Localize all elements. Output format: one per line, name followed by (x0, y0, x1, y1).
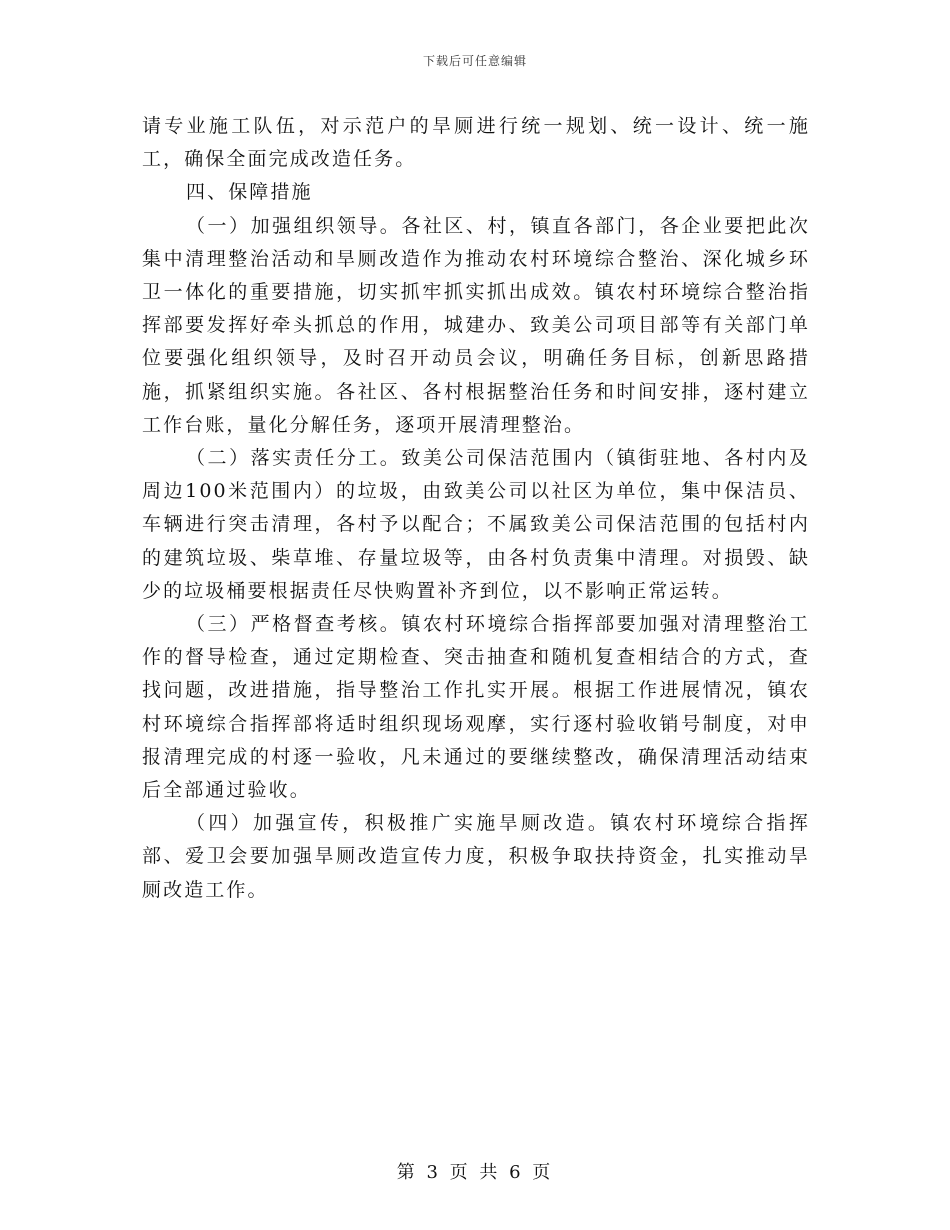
document-body (142, 110, 810, 907)
paragraph-publicity: （四）加强宣传，积极推广实施旱厕改造。镇农村环境综合指挥部、爱卫会要加强旱厕改造宣传力度，积极争取扶持资金，扎实推动旱厕改造工作。 (142, 812, 810, 901)
paragraph-inspection-assessment: （三）严格督查考核。镇农村环境综合指挥部要加强对清理整治工作的督导检查，通过定期检查、突击抽查和随机复查相结合的方式，查找问题，改进措施，指导整治工作扎实开展。根据工作进展情况，镇农村环境综合指挥部将适时组织现场观摩，实行逐村验收销号制度，对申报清理完成的村逐一验收，凡未通过的要继续整改，确保清理活动结束后全部通过验收。 (142, 613, 810, 802)
paragraph-organization-leadership: （一）加强组织领导。各社区、村，镇直各部门，各企业要把此次集中清理整治活动和旱厕改造作为推动农村环境综合整治、深化城乡环卫一体化的重要措施，切实抓牢抓实抓出成效。镇农村环境综合整治指挥部要发挥好牵头抓总的作用，城建办、致美公司项目部等有关部门单位要强化组织领导，及时召开动员会议，明确任务目标，创新思路措施，抓紧组织实施。各社区、各村根据整治任务和时间安排，逐村建立工作台账，量化分解任务，逐项开展清理整治。 (142, 214, 810, 436)
page-footer: 第 3 页 共 6 页 (396, 1162, 554, 1183)
page-header: 下载后可任意编辑 (422, 54, 527, 68)
paragraph-continuation: 请专业施工队伍，对示范户的旱厕进行统一规划、统一设计、统一施工，确保全面完成改造任务。 (142, 115, 810, 171)
paragraph-responsibility-division: （二）落实责任分工。致美公司保洁范围内（镇街驻地、各村内及周边100米范围内）的垃圾，由致美公司以社区为单位，集中保洁员、车辆进行突击清理，各村予以配合；不属致美公司保洁范围的包括村内的建筑垃圾、柴草堆、存量垃圾等，由各村负责集中清理。对损毁、缺少的垃圾桶要根据责任尽快购置补齐到位，以不影响正常运转。 (142, 447, 810, 602)
section-heading: 四、保障措施 (186, 181, 313, 204)
